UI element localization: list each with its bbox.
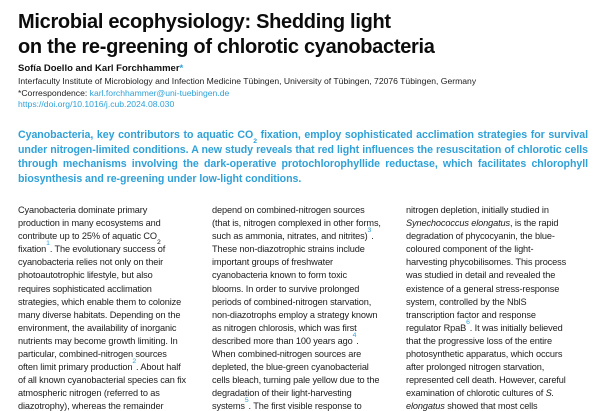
corresponding-author-marker: * (179, 63, 184, 74)
body-line: photosynthetic apparatus, which occurs (406, 349, 563, 360)
species-name: elongatus (406, 401, 445, 411)
page-title-line1: Microbial ecophysiology: Shedding light (18, 11, 391, 33)
body-line: photoautotrophic lifestyle, but also (18, 270, 153, 281)
species-name: Synechococcus elongatus (406, 218, 510, 229)
body-line: strategies, which enable them to colonize (18, 296, 182, 307)
body-line: transcription factor and response (406, 309, 536, 320)
correspondence-label: *Correspondence: (18, 87, 90, 98)
correspondence-email-link[interactable]: karl.forchhammer@uni-tuebingen.de (89, 87, 230, 98)
body-line: particular, combined-nitrogen sources (18, 349, 167, 360)
body-line: contribute up to 25% of aquatic $CO_2$ (18, 231, 161, 247)
species-name: S. (545, 388, 555, 399)
body-line: nitrogen depletion, initially studied in (406, 205, 549, 215)
correspondence-line (18, 88, 229, 98)
citation-reference[interactable]: 6 (466, 318, 470, 326)
citation-reference[interactable]: 5 (244, 397, 249, 405)
body-line: Cyanobacteria dominate primary (18, 205, 148, 215)
body-line: elongatus showed that most cells (406, 401, 538, 411)
body-columns (18, 204, 588, 411)
body-line: of all known cyanobacterial species can fix (18, 375, 186, 386)
body-line: production in many ecosystems and (18, 218, 161, 229)
citation-reference[interactable]: 2 (132, 357, 137, 365)
body-line: These non-diazotrophic strains include (212, 244, 365, 255)
body-line: non-diazotrophs employ a strategy known (212, 309, 378, 320)
body-line: described more than 100 years ago$^4$. (212, 331, 359, 346)
body-line: as nitrogen chlorosis, which was first (212, 322, 357, 333)
body-line: cells bleach, turning pale yellow due to the (212, 375, 380, 386)
abstract-paragraph: Cyanobacteria, key contributors to aquatic $CO_2$ fixation, employ sophisticated acclimation strategies for survival under nitrogen-limited conditions. A new study reveals that red light influences the resuscitation of chlorotic cells through mechanisms involving the dark-operative protochlorophyllide reductase, which facilitates chlorophyll biosynthesis and re-greening under low-light conditions. (18, 129, 588, 185)
body-column-1 (18, 204, 200, 411)
doi-link[interactable]: https://doi.org/10.1016/j.cub.2024.08.030 (18, 99, 175, 109)
body-line: that the progressive loss of the entire (406, 335, 552, 346)
citation-reference[interactable]: 4 (352, 331, 357, 339)
body-line: often limit primary production$^2$. About half (18, 357, 181, 373)
body-line: such as ammonia, nitrates, and nitrites)$^3$. (212, 226, 374, 242)
body-line: environment, the availability of inorganic (18, 322, 177, 333)
body-line: periods of combined-nitrogen starvation, (212, 296, 372, 307)
body-line: When combined-nitrogen sources are (212, 349, 362, 360)
citation-reference[interactable]: 3 (367, 226, 372, 234)
body-line: many diverse habitats. Depending on the (18, 309, 181, 320)
body-line: after prolonged nitrogen starvation, (406, 362, 545, 373)
authors-line (18, 63, 183, 74)
page-title-line2: on the re-greening of chlorotic cyanobacteria (18, 35, 435, 58)
body-line: represented cell death. However, careful (406, 375, 566, 386)
body-line: depend on combined-nitrogen sources (212, 205, 365, 215)
body-line: degradation of their light-harvesting (212, 388, 352, 399)
body-line: cyanobacteria known to form toxic (212, 270, 347, 281)
body-line: regulator RpaB$^6$. It was initially believed (406, 318, 563, 333)
body-line: harvesting phycobilisomes. This process (406, 257, 567, 268)
body-line: cyanobacteria relies not only on their (18, 257, 164, 268)
chemical-subscript: 2 (253, 138, 257, 146)
body-line: Synechococcus elongatus, is the rapid (406, 218, 559, 229)
body-line: existence of a general stress-response (406, 283, 560, 294)
citation-reference[interactable]: 1 (46, 240, 50, 248)
authors-names: Sofía Doello and Karl Forchhammer (18, 63, 180, 74)
body-line: diazotrophy), whereas the remainder (18, 401, 164, 411)
body-line: system, controlled by the NblS (406, 296, 527, 307)
body-column-3 (406, 204, 588, 411)
affiliation: Interfaculty Institute of Microbiology and Infection Medicine Tübingen, University of Tübingen, 72076 Tübingen, Germany (18, 76, 477, 86)
body-column-2 (212, 204, 394, 411)
body-line: examination of chlorotic cultures of S. (406, 388, 555, 399)
body-line: atmospheric nitrogen (referred to as (18, 388, 160, 399)
chemical-subscript: 2 (156, 239, 161, 247)
body-line: fixation$^1$. The evolutionary success of (18, 240, 166, 255)
body-line: degradation of phycocyanin, the blue- (406, 231, 555, 242)
body-line: depleted, the blue-green cyanobacterial (212, 362, 369, 373)
body-line: important groups of freshwater (212, 257, 334, 268)
body-line: was studied in detail and revealed the (406, 270, 556, 281)
page-title (18, 10, 435, 59)
doi-line (18, 99, 174, 109)
body-line: nutrients may become growth limiting. In (18, 335, 178, 346)
body-line: requires sophisticated acclimation (18, 283, 152, 294)
body-line: blooms. In order to survive prolonged (212, 283, 360, 294)
body-line: coloured component of the light- (406, 244, 534, 255)
body-line: (that is, nitrogen complexed in other forms, (212, 218, 381, 229)
body-line: systems$^5$. The first visible response to (212, 397, 362, 411)
